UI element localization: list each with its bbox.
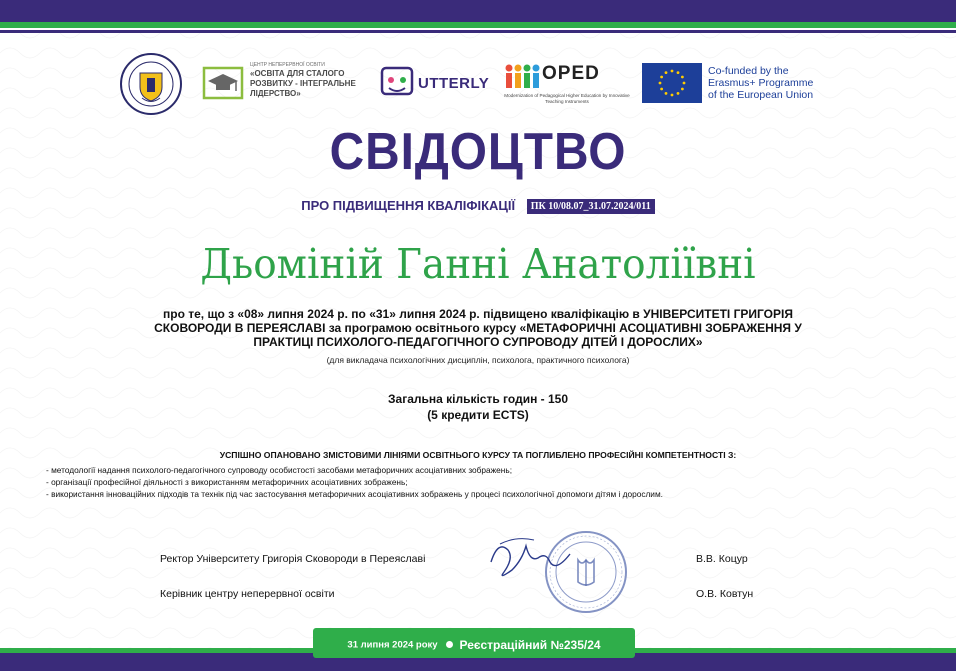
certificate-title: СВІДОЦТВО bbox=[329, 123, 627, 181]
rector-signature bbox=[486, 532, 576, 592]
eu-text-line: Erasmus+ Programme bbox=[708, 77, 814, 89]
separator-dot-icon bbox=[446, 641, 453, 648]
center-head-name: О.В. Ковтун bbox=[696, 588, 754, 600]
university-seal-logo bbox=[120, 53, 182, 115]
issue-date: 31 липня 2024 року bbox=[347, 639, 438, 651]
people-icon bbox=[504, 63, 542, 91]
competence-item: - організації професійної діяльності з використанням метафоричних асоціативних зображень; bbox=[46, 477, 408, 487]
moped-subtitle: Modernization of Pedagogical Higher Education by Innovative Teaching Instruments bbox=[504, 93, 630, 104]
eu-star-icon bbox=[660, 76, 663, 79]
eu-text-line: of the European Union bbox=[708, 89, 814, 101]
edu-logo-line: ЛІДЕРСТВО» bbox=[250, 89, 301, 98]
competence-list bbox=[46, 464, 926, 500]
eu-star-icon bbox=[677, 92, 680, 95]
rector-title: Ректор Університету Григорія Сковороди в Переяславі bbox=[160, 553, 426, 565]
hours-block bbox=[0, 391, 956, 423]
body-line: ПРАКТИЦІ ПСИХОЛОГО-ПЕДАГОГІЧНОГО СУПРОВОДУ ДІТЕЙ І ДОРОСЛИХ» bbox=[253, 335, 703, 349]
eu-flag-icon bbox=[642, 63, 702, 103]
competence-item: - використання інноваційних підходів та технік під час застосування метафоричних асоціативних зображень у процесі психологічної допомоги дітям і дорослим. bbox=[46, 489, 663, 499]
rector-name: В.В. Коцур bbox=[696, 553, 748, 565]
certificate-subtitle: ПРО ПІДВИЩЕННЯ КВАЛІФІКАЦІЇ bbox=[301, 198, 516, 213]
competence-title: УСПІШНО ОПАНОВАНО ЗМІСТОВИМИ ЛІНІЯМИ ОСВІТНЬОГО КУРСУ ТА ПОГЛИБЛЕНО ПРОФЕСІЙНІ КОМПЕТЕНТНОСТІ З: bbox=[219, 450, 737, 460]
top-green-stripe bbox=[0, 22, 956, 28]
eu-text-line: Co-funded by the bbox=[708, 65, 789, 77]
ects-credits: (5 кредити ECTS) bbox=[427, 408, 529, 422]
total-hours: Загальна кількість годин - 150 bbox=[388, 392, 568, 406]
eu-star-icon bbox=[671, 94, 674, 97]
registration-number: Реєстраційний №235/24 bbox=[459, 637, 601, 652]
recipient-name: Дьоміній Ганні Анатоліївні bbox=[200, 240, 756, 288]
competence-item: - методології надання психолого-педагогічного супроводу особистості засобами метафоричних асоціативних зображень; bbox=[46, 465, 513, 475]
utterly-word: UTTERLY bbox=[418, 75, 490, 92]
certificate-code-badge: ПК 10/08.07_31.07.2024/011 bbox=[527, 199, 655, 214]
eu-star-icon bbox=[660, 88, 663, 91]
edu-logo-line: РОЗВИТКУ - ІНТЕГРАЛЬНЕ bbox=[250, 79, 356, 88]
eu-star-icon bbox=[683, 82, 686, 85]
utterly-icon bbox=[380, 66, 414, 100]
education-center-logo bbox=[202, 62, 378, 106]
eu-star-icon bbox=[659, 82, 662, 85]
graduation-cap-icon bbox=[202, 64, 246, 104]
moped-word: OPED bbox=[542, 63, 600, 84]
utterly-logo bbox=[380, 66, 495, 100]
erasmus-cofunded-text bbox=[708, 65, 848, 101]
body-line: СКОВОРОДИ В ПЕРЕЯСЛАВІ за програмою освітнього курсу «МЕТАФОРИЧНІ АСОЦІАТИВНІ ЗОБРАЖЕННЯ У bbox=[154, 321, 802, 335]
eu-star-icon bbox=[681, 88, 684, 91]
eu-star-icon bbox=[681, 76, 684, 79]
body-line: про те, що з «08» липня 2024 р. по «31» липня 2024 р. підвищено кваліфікацію в УНІВЕРСИТЕТІ ГРИГОРІЯ bbox=[163, 307, 793, 321]
footer-registration-badge bbox=[313, 628, 635, 658]
certificate-body bbox=[90, 307, 866, 349]
center-head-title: Керівник центру неперервної освіти bbox=[160, 588, 335, 600]
top-purple-band bbox=[0, 0, 956, 22]
edu-logo-top-text: ЦЕНТР НЕПЕРЕРВНОЇ ОСВІТИ bbox=[250, 62, 325, 68]
moped-logo bbox=[504, 63, 630, 105]
audience-note: (для викладача психологічних дисциплін, психолога, практичного психолога) bbox=[326, 355, 630, 365]
eu-star-icon bbox=[665, 71, 668, 74]
eu-star-icon bbox=[665, 92, 668, 95]
edu-logo-line: «ОСВІТА ДЛЯ СТАЛОГО bbox=[250, 69, 345, 78]
eu-star-icon bbox=[671, 70, 674, 73]
eu-star-icon bbox=[677, 71, 680, 74]
certificate-subtitle-row bbox=[0, 198, 956, 214]
